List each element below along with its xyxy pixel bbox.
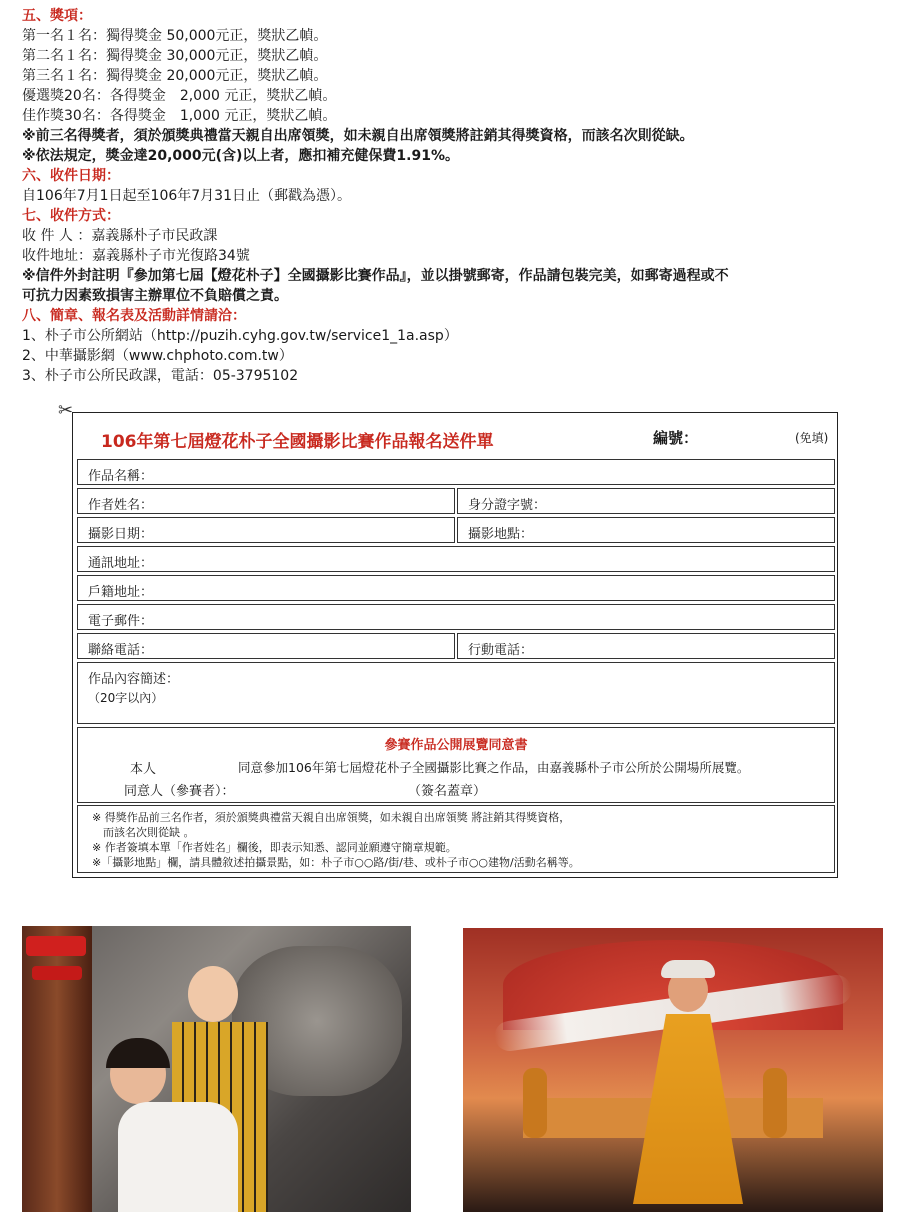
form-note: ※「攝影地點」欄，請具體敘述拍攝景點，如：朴子市○○路/街/巷、或朴子市○○建物/活動名稱等。 — [92, 856, 580, 869]
shoot-location-label: 攝影地點： — [468, 527, 534, 542]
red-ribbon — [26, 936, 86, 956]
man-face — [188, 966, 238, 1022]
dancer-robe — [633, 1014, 743, 1204]
temple-couple-photo — [22, 926, 411, 1212]
description-hint: （20字以內） — [88, 691, 164, 705]
consent-box — [77, 727, 835, 803]
red-ribbon — [32, 966, 82, 980]
dancer-hat — [661, 960, 715, 978]
tax-note: ※依法規定，獎金達20,000元(含)以上者，應扣補充健保費1.91%。 — [22, 148, 459, 164]
info-item: 3、朴子市公所民政課，電話：05-3795102 — [22, 368, 299, 384]
recipient-text: 收 件 人 ：嘉義縣朴子市民政課 — [22, 228, 218, 244]
award-item: 第三名１名：獨得獎金 20,000元正，獎狀乙幀。 — [22, 68, 328, 84]
award-item: 第二名１名：獨得獎金 30,000元正，獎狀乙幀。 — [22, 48, 328, 64]
id-number-label: 身分證字號： — [468, 498, 547, 513]
household-address-label: 戶籍地址： — [88, 585, 154, 600]
rules-section — [22, 6, 882, 386]
info-heading: 八、簡章、報名表及活動詳情請洽： — [22, 308, 246, 324]
background-dancer — [763, 1068, 787, 1138]
mailing-address-label: 通訊地址： — [88, 556, 154, 571]
scissors-icon: ✂ — [58, 400, 74, 421]
woman-hair — [106, 1038, 170, 1068]
mobile-label: 行動電話： — [468, 643, 534, 658]
description-field[interactable] — [77, 662, 835, 724]
form-notes — [77, 805, 835, 873]
award-item: 第一名１名：獨得獎金 50,000元正，獎狀乙幀。 — [22, 28, 328, 44]
dancer-photo — [463, 928, 883, 1212]
description-label: 作品內容簡述： — [88, 672, 180, 687]
form-note: 而該名次則從缺 。 — [92, 826, 195, 839]
delivery-note: ※信件外封註明『參加第七屆【燈花朴子】全國攝影比賽作品』，並以掛號郵寄，作品請包裝完美，如郵寄過程或不 — [22, 268, 729, 284]
award-item: 優選獎20名：各得獎金 2,000 元正，獎狀乙幀。 — [22, 88, 337, 104]
info-item: 2、中華攝影網（www.chphoto.com.tw） — [22, 348, 293, 364]
delivery-note-cont: 可抗力因素致損害主辦單位不負賠償之責。 — [22, 288, 288, 304]
dates-text: 自106年7月1日起至106年7月31日止（郵戳為憑）。 — [22, 188, 351, 204]
shoot-date-label: 攝影日期： — [88, 527, 154, 542]
award-note: ※前三名得獎者，須於頒獎典禮當天親自出席領獎，如未親自出席領獎將註銷其得獎資格，而該名次則從缺。 — [22, 128, 694, 144]
mailing-address-field[interactable] — [77, 546, 835, 572]
woman-sweater — [118, 1102, 238, 1212]
form-note: ※ 得獎作品前三名作者，須於頒獎典禮當天親自出席領獎，如未親自出席領獎 將註銷其得獎資格， — [92, 811, 571, 824]
household-address-field[interactable] — [77, 575, 835, 601]
mobile-field[interactable] — [457, 633, 835, 659]
info-item: 1、朴子市公所網站（http://puzih.cyhg.gov.tw/service1_1a.asp） — [22, 328, 458, 344]
awards-heading: 五、獎項： — [22, 8, 92, 24]
consent-self: 本人 — [130, 762, 157, 777]
id-number-field[interactable] — [457, 488, 835, 514]
serial-label: 編號： — [653, 429, 699, 447]
work-name-label: 作品名稱： — [88, 469, 154, 484]
shoot-date-field[interactable] — [77, 517, 455, 543]
form-note: ※ 作者簽填本單「作者姓名」欄後，即表示知悉、認同並願遵守簡章規範。 — [92, 841, 457, 854]
delivery-heading: 七、收件方式： — [22, 208, 120, 224]
author-name-field[interactable] — [77, 488, 455, 514]
email-label: 電子郵件： — [88, 614, 154, 629]
work-name-field[interactable] — [77, 459, 835, 485]
dates-heading: 六、收件日期： — [22, 168, 120, 184]
award-item: 佳作獎30名：各得獎金 1,000 元正，獎狀乙幀。 — [22, 108, 337, 124]
consent-agree-label: 同意人（參賽者）： — [124, 784, 235, 799]
background-dancer — [523, 1068, 547, 1138]
registration-form — [72, 412, 838, 878]
consent-text: 同意參加106年第七屆燈花朴子全國攝影比賽之作品，由嘉義縣朴子市公所於公開場所展覽。 — [238, 760, 750, 775]
shoot-location-field[interactable] — [457, 517, 835, 543]
phone-label: 聯絡電話： — [88, 643, 154, 658]
phone-field[interactable] — [77, 633, 455, 659]
address-text: 收件地址：嘉義縣朴子市光復路34號 — [22, 248, 250, 264]
form-title: 106年第七屆燈花朴子全國攝影比賽作品報名送件單 — [101, 432, 494, 452]
exempt-label: (免填) — [795, 431, 829, 445]
consent-title: 參賽作品公開展覽同意書 — [384, 738, 528, 753]
consent-sign: （簽名蓋章） — [408, 784, 487, 799]
author-name-label: 作者姓名： — [88, 498, 154, 513]
email-field[interactable] — [77, 604, 835, 630]
